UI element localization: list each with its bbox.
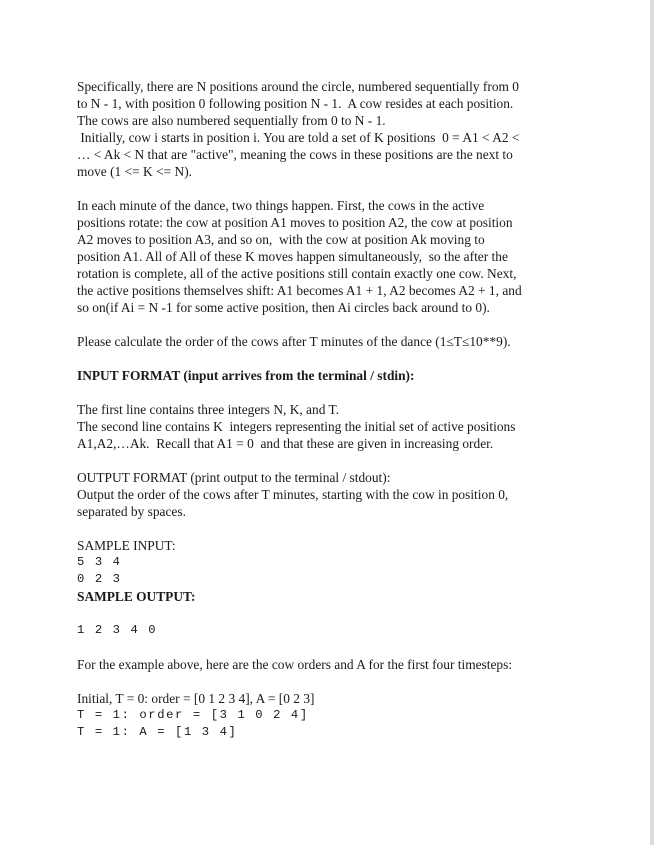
input-format-body (77, 401, 577, 452)
text-line: move (1 <= K <= N). (77, 164, 192, 179)
code-line: 5 3 4 (77, 555, 122, 569)
text-line: A1,A2,…Ak. Recall that A1 = 0 and that these are given in increasing order. (77, 436, 494, 451)
output-format-body (77, 469, 577, 520)
code-line: T = 1: A = [1 3 4] (77, 725, 238, 739)
timesteps-section (77, 690, 577, 741)
text-line: Initially, cow i starts in position i. You are told a set of K positions 0 = A1 < A2 < (77, 130, 520, 145)
input-format-heading: INPUT FORMAT (input arrives from the terminal / stdin): (77, 368, 415, 383)
text-line: positions rotate: the cow at position A1 moves to position A2, the cow at position (77, 215, 513, 230)
dance-paragraph (77, 197, 577, 316)
code-line: 1 2 3 4 0 (77, 623, 158, 637)
text-line: For the example above, here are the cow orders and A for the first four timesteps: (77, 657, 513, 672)
text-line: Specifically, there are N positions around the circle, numbered sequentially from 0 (77, 79, 519, 94)
task-paragraph (77, 333, 577, 350)
sample-input-label: SAMPLE INPUT: (77, 538, 176, 553)
sample-output-label: SAMPLE OUTPUT: (77, 589, 196, 604)
text-line: The second line contains K integers representing the initial set of active positions (77, 419, 516, 434)
page-edge (650, 0, 654, 845)
sample-input-section (77, 537, 577, 605)
text-line: the active positions themselves shift: A1 becomes A1 + 1, A2 becomes A2 + 1, and (77, 283, 522, 298)
text-line: separated by spaces. (77, 504, 186, 519)
code-line: 0 2 3 (77, 572, 122, 586)
text-line: The first line contains three integers N, K, and T. (77, 402, 340, 417)
text-line: In each minute of the dance, two things happen. First, the cows in the active (77, 198, 485, 213)
text-line: The cows are also numbered sequentially from 0 to N - 1. (77, 113, 386, 128)
text-line: … < Ak < N that are "active", meaning the cows in these positions are the next to (77, 147, 513, 162)
intro-paragraph (77, 78, 577, 180)
text-line: so on(if Ai = N -1 for some active position, then Ai circles back around to 0). (77, 300, 490, 315)
text-line: position A1. All of All of these K moves happen simultaneously, so the after the (77, 249, 508, 264)
text-line: Initial, T = 0: order = [0 1 2 3 4], A = [0 2 3] (77, 691, 315, 706)
text-line: rotation is complete, all of the active positions still contain exactly one cow. Next, (77, 266, 517, 281)
code-line: T = 1: order = [3 1 0 2 4] (77, 708, 309, 722)
sample-output-value (77, 622, 577, 639)
text-line: OUTPUT FORMAT (print output to the terminal / stdout): (77, 470, 391, 485)
example-note (77, 656, 577, 673)
text-line: A2 moves to position A3, and so on, with the cow at position Ak moving to (77, 232, 485, 247)
text-line: to N - 1, with position 0 following position N - 1. A cow resides at each position. (77, 96, 514, 111)
text-line: Output the order of the cows after T minutes, starting with the cow in position 0, (77, 487, 509, 502)
text-line: Please calculate the order of the cows after T minutes of the dance (1≤T≤10**9). (77, 334, 511, 349)
document-page (77, 78, 577, 741)
